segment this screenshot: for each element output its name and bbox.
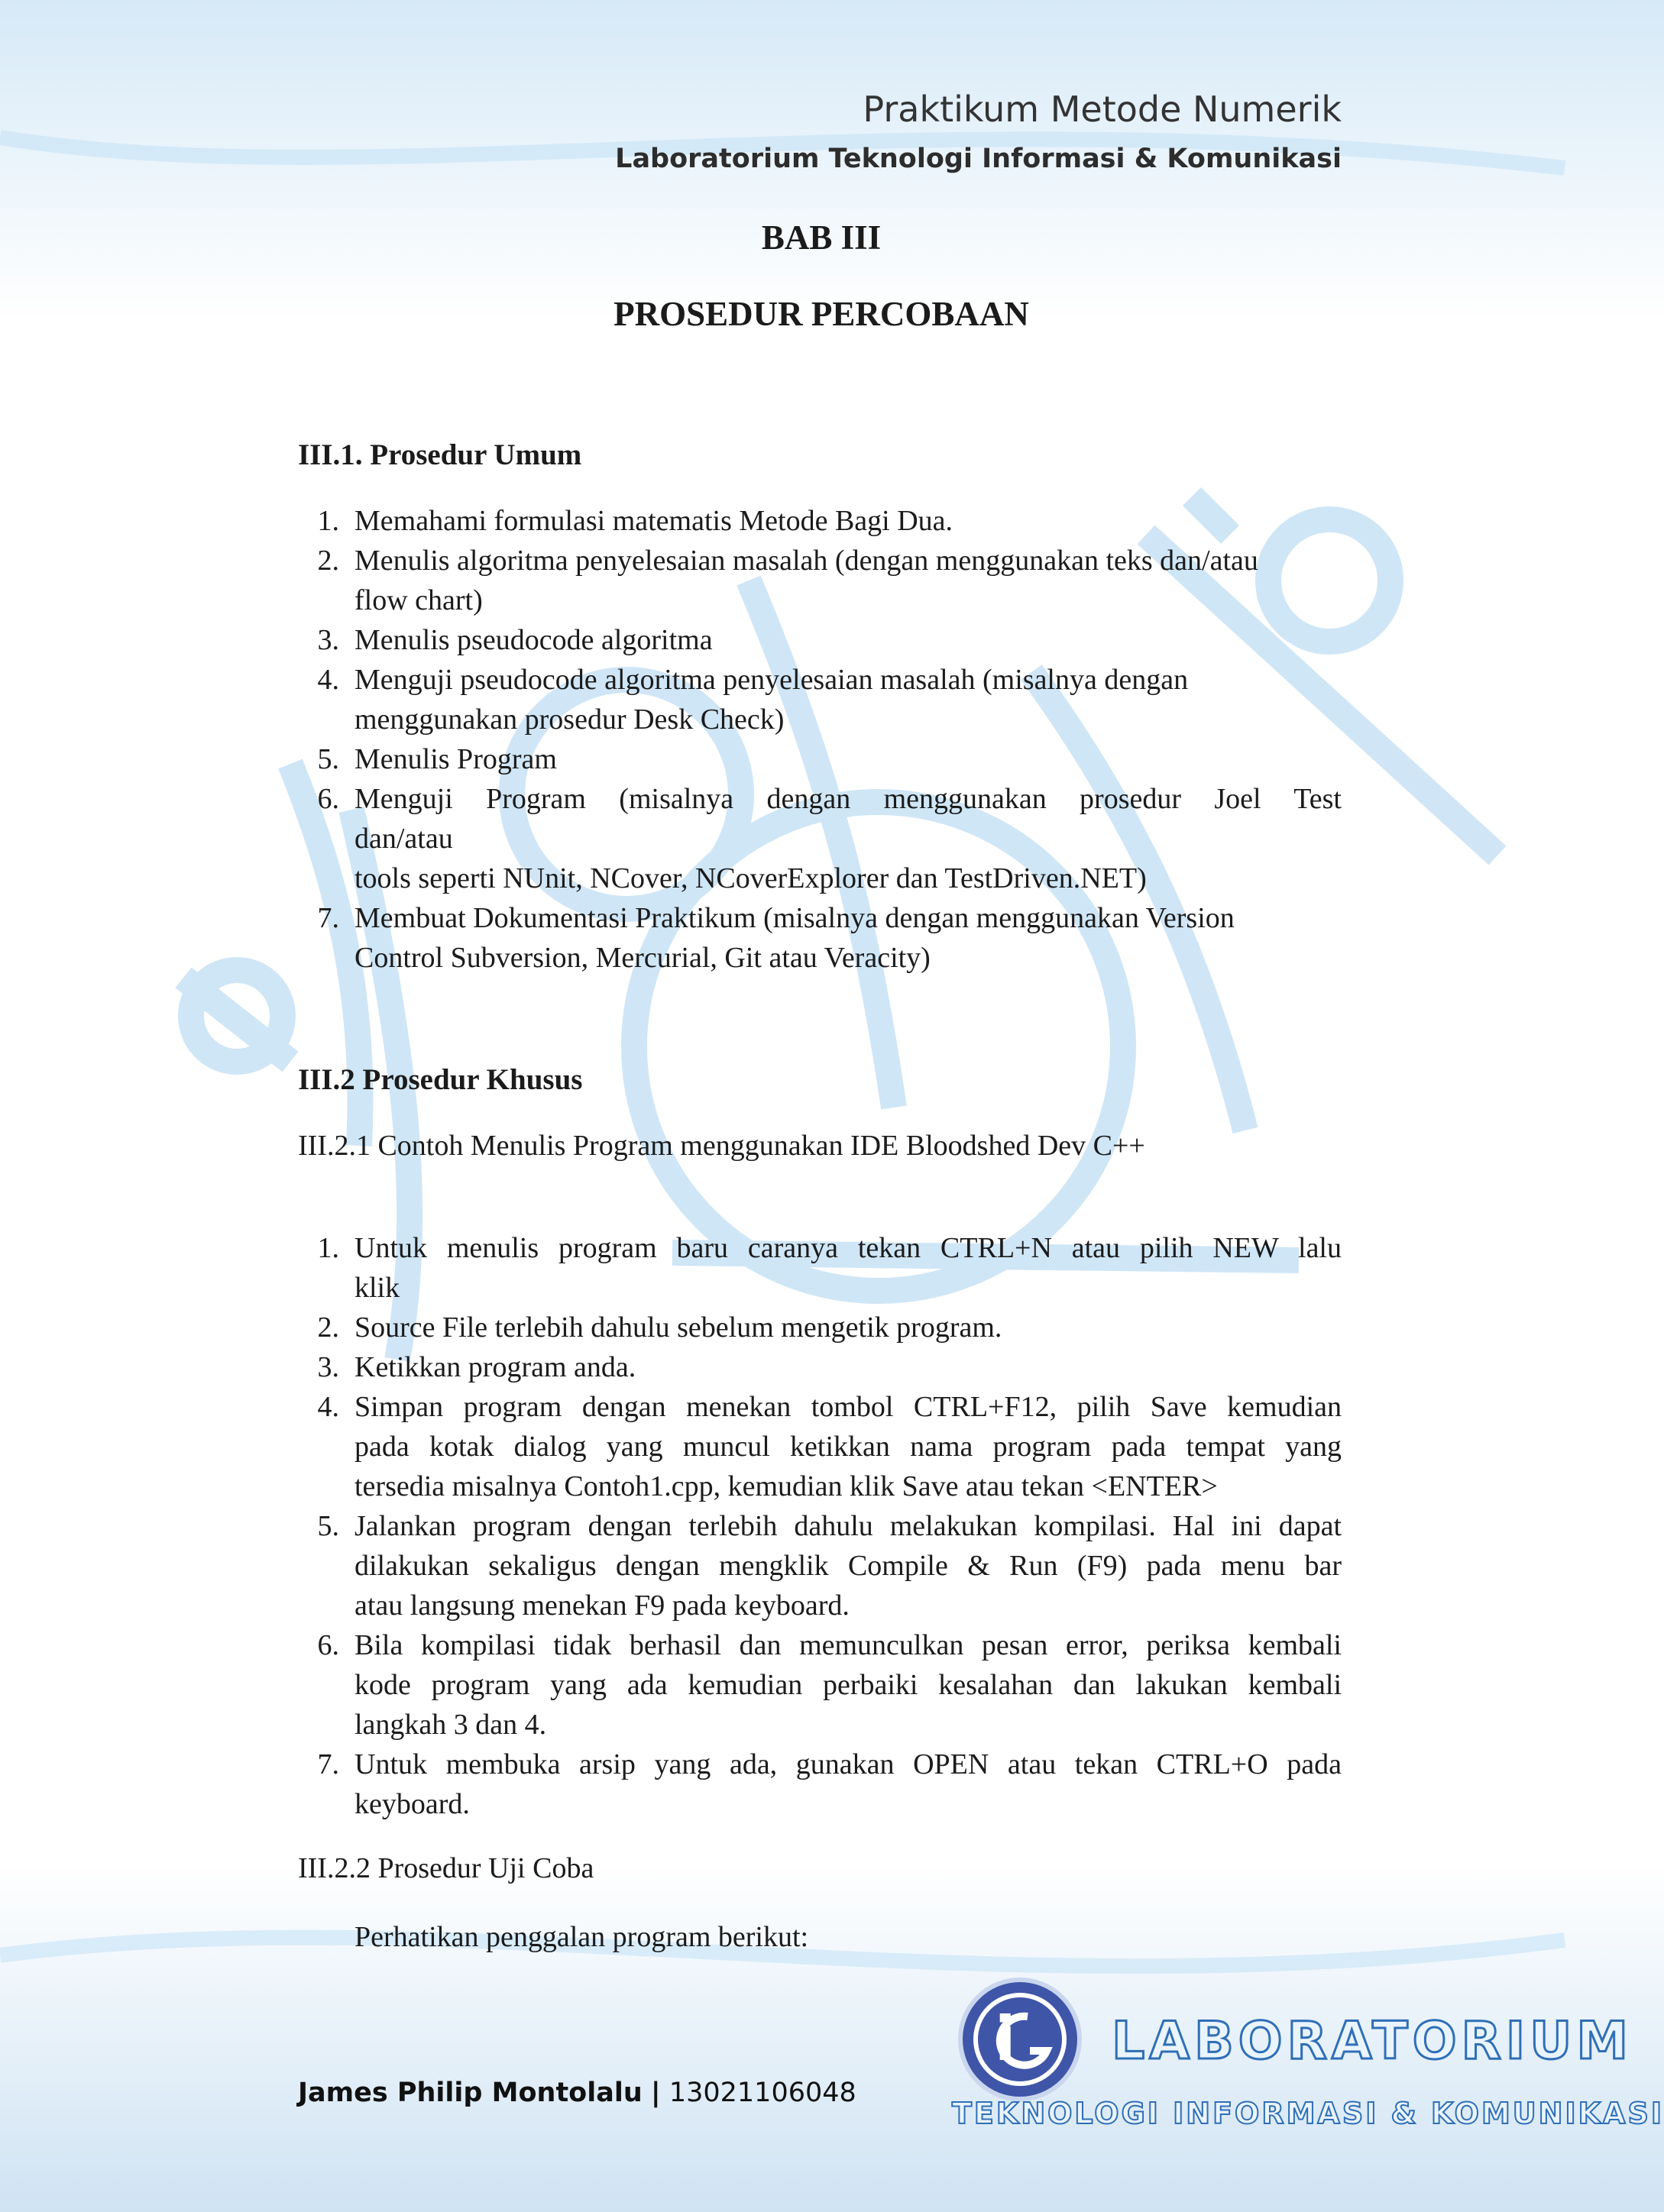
list-item-line: langkah 3 dan 4. <box>354 1709 547 1741</box>
list-item-text <box>354 1625 1342 1745</box>
page-header <box>615 82 1342 182</box>
list-item <box>298 898 1342 978</box>
list-item-line: menggunakan prosedur Desk Check) <box>354 703 785 736</box>
list-item <box>298 1625 1342 1745</box>
list-item-line: tools seperti NUnit, NCover, NCoverExplorer dan TestDriven.NET) <box>354 862 1147 894</box>
list-item <box>298 501 1342 541</box>
list-item-text <box>354 1506 1342 1625</box>
list-item <box>298 1347 1342 1387</box>
list-item-number: 3. <box>317 1351 339 1383</box>
list-item-line: Membuat Dokumentasi Praktikum (misalnya dengan menggunakan Version <box>354 902 1235 934</box>
list-item-line: Menulis algoritma penyelesaian masalah (dengan menggunakan teks dan/atau <box>354 545 1258 577</box>
list-item-number: 4. <box>317 1391 339 1423</box>
lab-emblem-icon <box>955 1974 1085 2104</box>
list-item-line: Menguji pseudocode algoritma penyelesaian masalah (misalnya dengan <box>354 664 1189 696</box>
list-item-number: 4. <box>317 664 339 696</box>
list-item-line: Source File terlebih dahulu sebelum mengetik program. <box>354 1311 1002 1344</box>
list-item-text <box>354 1308 1342 1347</box>
list-item-line: klik <box>354 1272 400 1304</box>
lab-logo <box>947 1982 1664 2173</box>
list-item-text <box>354 660 1342 739</box>
list-item <box>298 1745 1342 1824</box>
list-item-number: 6. <box>317 1629 339 1661</box>
list-item <box>298 739 1342 779</box>
list-item-line: dilakukan sekaligus dengan mengklik Compile & Run (F9) pada menu bar <box>354 1550 1342 1582</box>
list-item <box>298 541 1342 620</box>
list-item-text <box>354 501 1342 541</box>
list-item-line: Menguji Program (misalnya dengan menggunakan prosedur Joel Test <box>354 783 1342 815</box>
list-item-line: Memahami formulasi matematis Metode Bagi Dua. <box>354 505 953 537</box>
list-item-number: 1. <box>317 1232 339 1264</box>
student-id: 13021106048 <box>669 2078 856 2108</box>
list-item-line: Untuk menulis program baru caranya tekan CTRL+N atau pilih NEW lalu <box>354 1232 1342 1264</box>
prosedur-umum-list <box>298 501 1342 978</box>
list-item-line: tersedia misalnya Contoh1.cpp, kemudian klik Save atau tekan <ENTER> <box>354 1470 1218 1502</box>
list-item-line: kode program yang ada kemudian perbaiki kesalahan dan lakukan kembali <box>354 1669 1342 1701</box>
list-item-line: Menulis Program <box>354 743 557 775</box>
list-item <box>298 620 1342 660</box>
list-item <box>298 779 1342 898</box>
list-item-line: Jalankan program dengan terlebih dahulu melakukan kompilasi. Hal ini dapat <box>354 1510 1342 1542</box>
list-item-line: keyboard. <box>354 1788 470 1820</box>
list-item-text <box>354 779 1342 898</box>
list-item <box>298 660 1342 739</box>
list-item <box>298 1308 1342 1347</box>
list-item-line: dan/atau <box>354 823 453 855</box>
list-item-text <box>354 1228 1342 1308</box>
list-item-line: Ketikkan program anda. <box>354 1351 636 1383</box>
list-item-number: 6. <box>317 783 339 815</box>
list-item-number: 2. <box>317 545 339 577</box>
header-subtitle: Laboratorium Teknologi Informasi & Komunikasi <box>615 144 1342 174</box>
list-item-text <box>354 1347 1342 1387</box>
uji-coba-text: Perhatikan penggalan program berikut: <box>354 1921 809 1953</box>
subsection-heading-contoh-program: III.2.1 Contoh Menulis Program menggunakan IDE Bloodshed Dev C++ <box>298 1130 1145 1162</box>
list-item-line: pada kotak dialog yang muncul ketikkan nama program pada tempat yang <box>354 1431 1342 1463</box>
list-item-text <box>354 541 1342 620</box>
subsection-heading-uji-coba: III.2.2 Prosedur Uji Coba <box>298 1852 594 1884</box>
list-item-line: flow chart) <box>354 584 483 616</box>
list-item-text <box>354 1387 1342 1506</box>
list-item-line: atau langsung menekan F9 pada keyboard. <box>354 1589 850 1622</box>
document-body <box>298 435 1342 1957</box>
list-item <box>298 1228 1342 1308</box>
logo-line2: TEKNOLOGI INFORMASI & KOMUNIKASI <box>952 2097 1664 2130</box>
logo-line1: LABORATORIUM <box>1112 2011 1633 2071</box>
list-item-number: 5. <box>317 743 339 775</box>
list-item-line: Bila kompilasi tidak berhasil dan memunculkan pesan error, periksa kembali <box>354 1629 1342 1661</box>
list-item-text <box>354 1745 1342 1824</box>
chapter-number: BAB III <box>761 218 882 257</box>
list-item-number: 2. <box>317 1311 339 1344</box>
list-item-text <box>354 620 1342 660</box>
list-item-text <box>354 898 1342 978</box>
list-item-number: 3. <box>317 624 339 656</box>
list-item-number: 5. <box>317 1510 339 1542</box>
list-item-number: 1. <box>317 505 339 537</box>
header-title: Praktikum Metode Numerik <box>863 89 1342 130</box>
chapter-title: PROSEDUR PERCOBAAN <box>613 295 1029 333</box>
footer-separator: | <box>650 2078 661 2108</box>
list-item-line: Menulis pseudocode algoritma <box>354 624 713 656</box>
list-item-line: Simpan program dengan menekan tombol CTRL+F12, pilih Save kemudian <box>354 1391 1342 1423</box>
footer-author <box>298 2078 856 2108</box>
section-heading-prosedur-umum: III.1. Prosedur Umum <box>298 438 582 471</box>
list-item-line: Untuk membuka arsip yang ada, gunakan OPEN atau tekan CTRL+O pada <box>354 1748 1342 1780</box>
list-item-number: 7. <box>317 902 339 934</box>
list-item-number: 7. <box>317 1748 339 1780</box>
list-item-line: Control Subversion, Mercurial, Git atau Veracity) <box>354 942 931 974</box>
list-item <box>298 1506 1342 1625</box>
list-item <box>298 1387 1342 1506</box>
list-item-text <box>354 739 1342 779</box>
author-name: James Philip Montolalu <box>298 2078 643 2108</box>
svg-text:i: i <box>995 2003 1016 2075</box>
section-heading-prosedur-khusus: III.2 Prosedur Khusus <box>298 1063 583 1096</box>
prosedur-khusus-list <box>298 1228 1342 1824</box>
